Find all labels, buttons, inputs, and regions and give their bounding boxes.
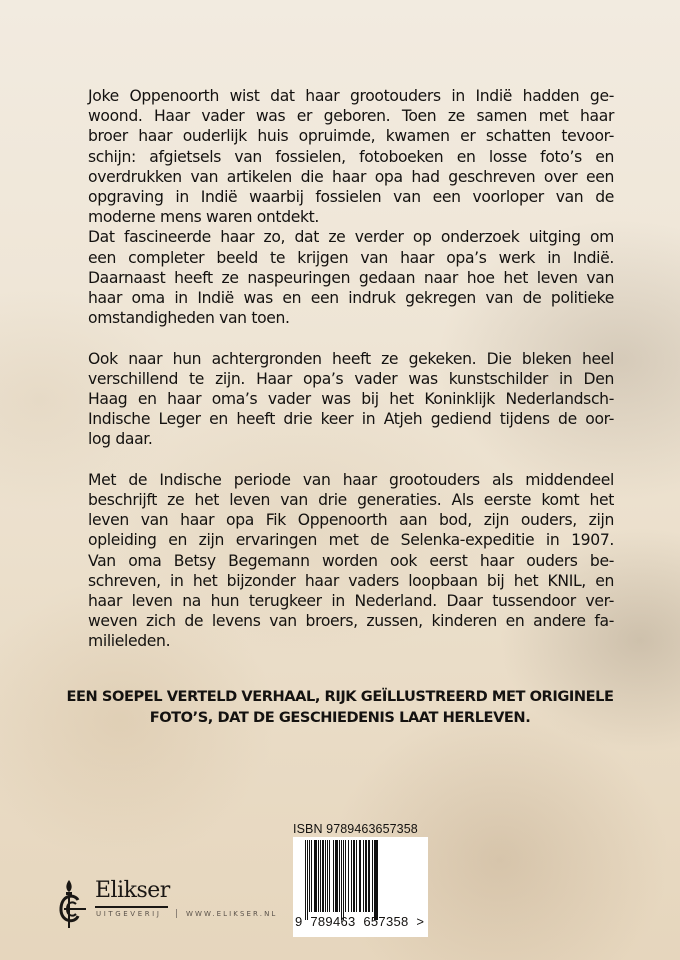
paragraph-2	[88, 227, 614, 328]
barcode-digits: 9 789463 657358 >	[295, 914, 425, 929]
paragraph-4	[88, 470, 614, 652]
text-line: een completer beeld te krijgen van haar opa’s werk in Indië.	[88, 248, 614, 267]
text-line: weven zich de levens van broers, zussen, kinderen en andere fa-	[88, 612, 614, 631]
publisher-subtitle: UITGEVERIJ	[96, 910, 162, 918]
text-line: haar leven na hun terugkeer in Nederland. Daar tussendoor ver-	[88, 592, 614, 611]
publisher-name: Elikser	[95, 878, 170, 903]
text-line: Van oma Betsy Begemann worden ook eerst haar ouders be-	[88, 551, 614, 570]
text-line: Dat fascineerde haar zo, dat ze verder op onderzoek uitging om	[88, 228, 614, 247]
text-line: Joke Oppenoorth wist dat haar grootouders in Indië hadden ge-	[88, 87, 614, 105]
text-line: Haag en haar oma’s vader was bij het Koninklijk Nederlandsch-	[88, 390, 614, 409]
publisher-underline	[95, 906, 168, 908]
tagline-line-1: EEN SOEPEL VERTELD VERHAAL, RIJK GEÏLLUSTREERD MET ORIGINELE	[66, 688, 614, 705]
paragraph-3	[88, 349, 614, 450]
text-line: Ook naar hun achtergronden heeft ze gekeken. Die bleken heel	[88, 349, 614, 368]
text-line: broer haar ouderlijk huis opruimde, kwamen er schatten tevoor-	[88, 127, 614, 146]
paragraph-1	[88, 86, 614, 227]
text-line: beschrijft ze het leven van drie generaties. Als eerste komt het	[88, 491, 614, 510]
text-line: log daar.	[88, 430, 153, 449]
text-line: moderne mens waren ontdekt.	[88, 208, 320, 227]
barcode-bars-icon	[305, 840, 415, 915]
text-line: verschillend te zijn. Haar opa’s vader was kunstschilder in Den	[88, 369, 614, 388]
text-line: haar oma in Indië was en een indruk gekregen van de politieke	[88, 289, 614, 308]
barcode	[293, 837, 428, 937]
tagline-line-2: FOTO’S, DAT DE GESCHIEDENIS LAAT HERLEVEN.	[149, 709, 531, 726]
text-line: milieleden.	[88, 632, 171, 651]
text-line: woond. Haar vader was er geboren. Toen ze samen met haar	[88, 107, 614, 126]
tagline	[60, 686, 620, 728]
text-line: omstandigheden van toen.	[88, 309, 290, 328]
text-line: opgraving in Indië waarbij fossielen van een voorloper van de	[88, 188, 614, 207]
divider	[176, 909, 177, 918]
blurb-text	[88, 86, 614, 652]
publisher-website: WWW.ELIKSER.NL	[186, 910, 278, 918]
text-line: leven van haar opa Fik Oppenoorth aan bod, zijn ouders, zijn	[88, 511, 614, 530]
text-line: opleiding en zijn ervaringen met de Selenka-expeditie in 1907.	[88, 531, 614, 550]
text-line: Indische Leger en heeft drie keer in Atjeh gediend tijdens de oor-	[88, 410, 614, 429]
text-line: schijn: afgietsels van fossielen, fotoboeken en losse foto’s en	[88, 147, 614, 166]
isbn-label: ISBN 9789463657358	[293, 822, 418, 836]
text-line: Met de Indische periode van haar grootouders als middendeel	[88, 470, 614, 489]
text-line: Daarnaast heeft ze naspeuringen gedaan naar hoe het leven van	[88, 268, 614, 287]
text-line: schreven, in het bijzonder haar vaders loopbaan bij het KNIL, en	[88, 571, 614, 590]
text-line: overdrukken van artikelen die haar opa had geschreven over een	[88, 167, 614, 186]
